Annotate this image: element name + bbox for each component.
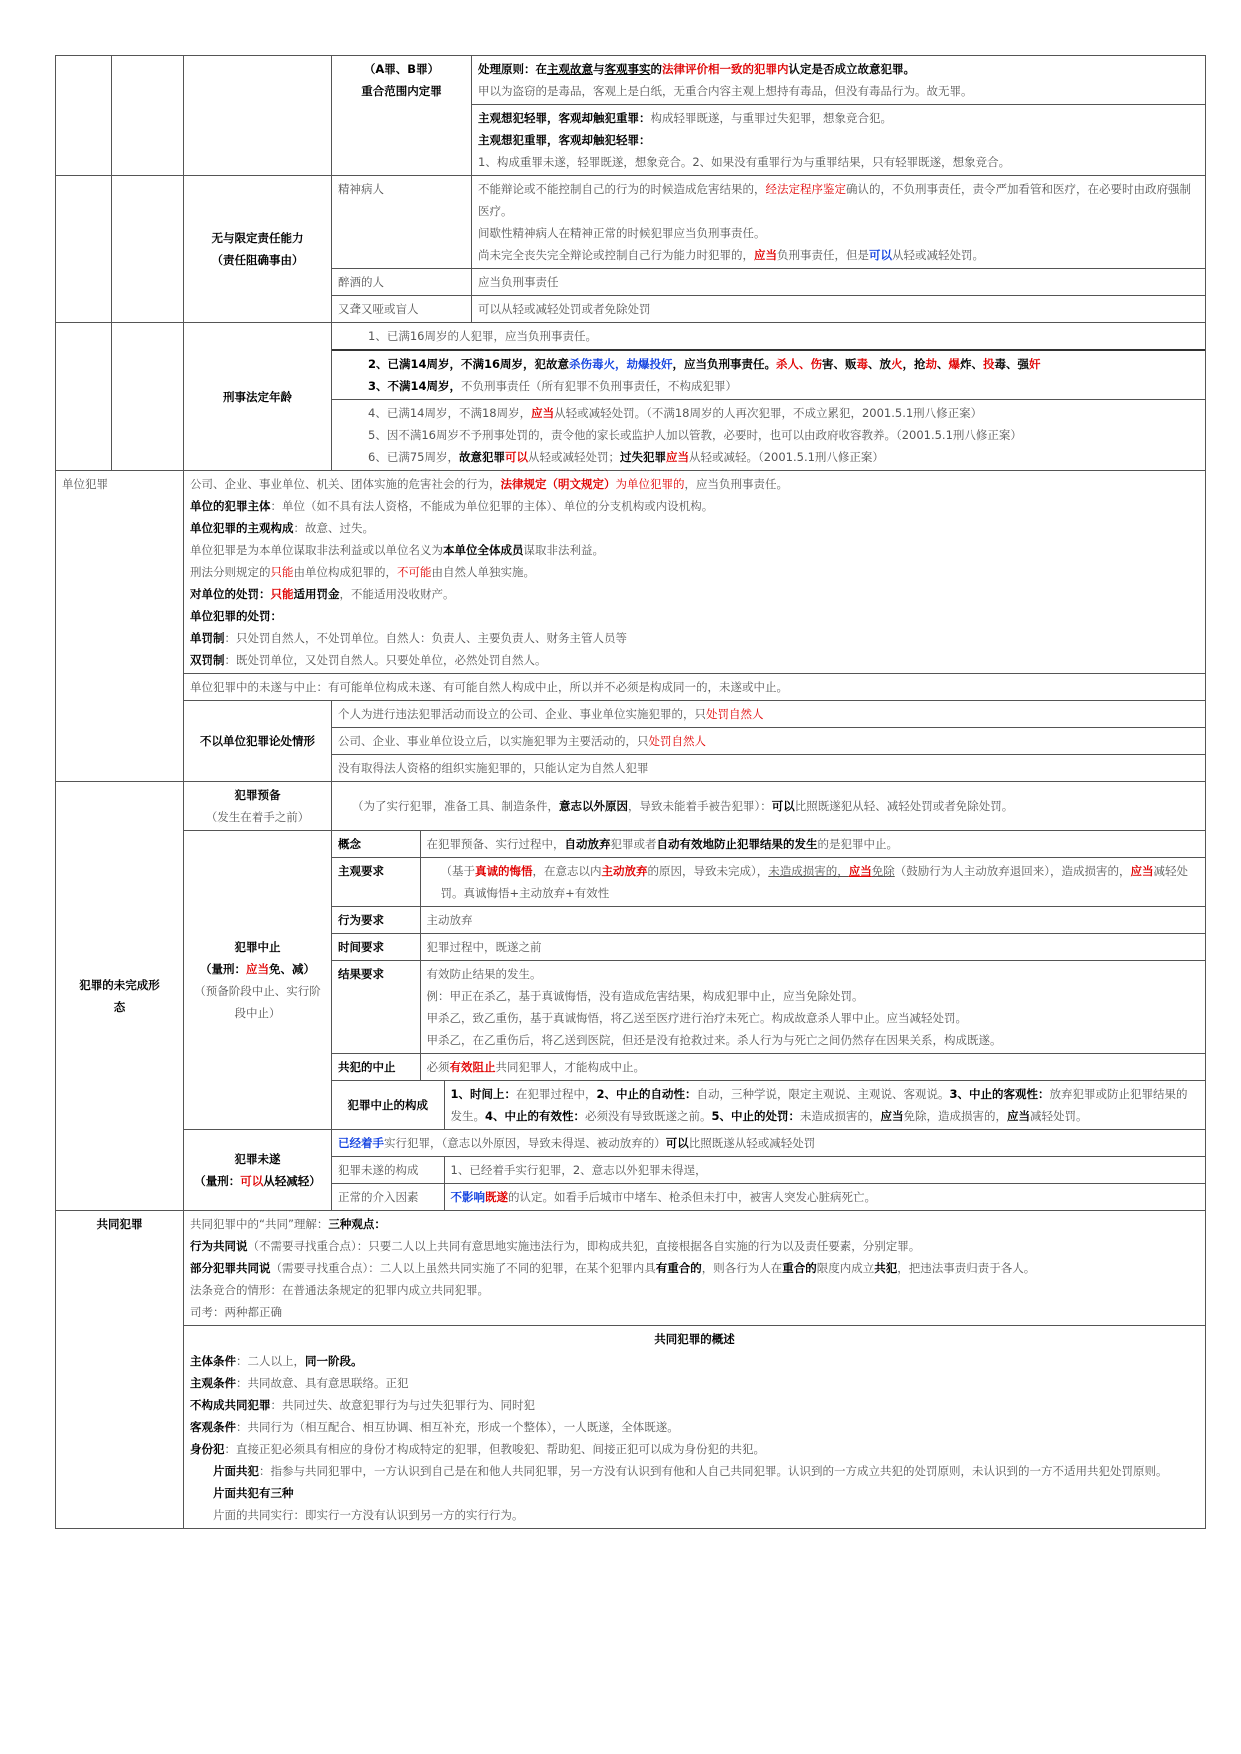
stop-key: 行为要求 xyxy=(332,907,420,934)
overlap-principle-cell xyxy=(472,56,1206,105)
blank-cell xyxy=(56,56,112,176)
capacity-row-text: 应当负刑事责任 xyxy=(472,269,1206,296)
not-unit-row: 个人为进行违法犯罪活动而设立的公司、企业、事业单位实施犯罪的，只处罚自然人 xyxy=(332,701,1205,728)
stop-value: 有效防止结果的发生。 例：甲正在杀乙，基于真诚悔悟，没有造成危害结果，构成犯罪中止，应当免除处罚。 甲杀乙，致乙重伤，基于真诚悔悟，将乙送至医疗进行治疗未死亡。构成故意杀人罪中止。应当减轻处罚。 甲杀乙，在乙重伤后，将乙送到医院，但还是没有抢救过来。杀人行为与死亡之间仍然存在因果关系，构成既遂。 xyxy=(420,961,1205,1054)
age-line-4-6: 4、已满14周岁，不满18周岁，应当从轻或减轻处罚。（不满18周岁的人再次犯罪，不成立累犯，2001.5.1刑八修正案） 5、因不满16周岁不予刑事处罚的，责令他的家长或监护人加以管教，必要时，也可以由政府收容教养。（2001.5.1刑八修正案） 6、已满75周岁，故意犯罪可以从轻或减轻处罚；过失犯罪应当从轻或减轻。（2001.5.1刑八修正案） xyxy=(332,400,1205,471)
attempt-key: 犯罪未遂的构成 xyxy=(332,1157,444,1184)
stop-label: 犯罪中止 （量刑：应当免、减） （预备阶段中止、实行阶 段中止） xyxy=(184,831,332,1130)
stop-key: 概念 xyxy=(332,831,420,858)
joint-overview-title: 共同犯罪的概述 xyxy=(654,1332,735,1346)
not-unit-label: 不以单位犯罪论处情形 xyxy=(184,701,332,782)
notes-table xyxy=(55,55,1206,1529)
overlap-label: （A罪、B罪） 重合范围内定罪 xyxy=(332,56,472,176)
capacity-label: 无与限定责任能力 （责任阻确事由） xyxy=(184,176,332,323)
stop-key: 时间要求 xyxy=(332,934,420,961)
unit-body: 公司、企业、事业单位、机关、团体实施的危害社会的行为，法律规定（明文规定）为单位犯罪的，应当负刑事责任。 单位的犯罪主体：单位（如不具有法人资格，不能成为单位犯罪的主体）、单位的分支机构或内设机构。 单位犯罪的主观构成：故意、过失。 单位犯罪是为本单位谋取非法利益或以单位名义为本单位全体成员谋取非法利益。 刑法分则规定的只能由单位构成犯罪的，不可能由自然人单独实施。 对单位的处罚：只能适用罚金，不能适用没收财产。 单位犯罪的处罚： 单罚制：只处罚自然人，不处罚单位。自然人：负责人、主要负责人、财务主管人员等 双罚制：既处罚单位，又处罚自然人。只要处单位，必然处罚自然人。 xyxy=(184,471,1206,674)
capacity-row-name: 又聋又哑或盲人 xyxy=(332,296,472,323)
light-heavy-b-text: 1、构成重罪未遂，轻罪既遂，想象竞合。2、如果没有重罪行为与重罪结果，只有轻罪既遂，想象竞合。 xyxy=(478,155,1011,169)
blank-cell xyxy=(112,56,184,176)
blank-cell xyxy=(112,176,184,323)
stop-compose-cell xyxy=(332,1081,1205,1130)
prep-text: （为了实行犯罪，准备工具、制造条件，意志以外原因，导致未能着手被告犯罪）：可以比照既遂犯从轻、减轻处罚或者免除处罚。 xyxy=(332,782,1206,831)
light-heavy-cell xyxy=(472,105,1206,176)
blank-cell xyxy=(112,323,184,471)
attempt-key: 正常的介入因素 xyxy=(332,1184,444,1211)
stop-value: （基于真诚的悔悟，在意志以内主动放弃的原因，导致未完成），未造成损害的，应当免除（鼓励行为人主动放弃退回来），造成损害的，应当减轻处罚。真诚悔悟+主动放弃+有效性 xyxy=(420,858,1205,907)
unit-attempt: 单位犯罪中的未遂与中止：有可能单位构成未遂、有可能自然人构成中止，所以并不必须是构成同一的，未遂或中止。 xyxy=(184,674,1206,701)
attempt-text: 已经着手实行犯罪，（意志以外原因，导致未得逞、被动放弃的）可以比照既遂从轻或减轻处罚 xyxy=(332,1130,1205,1157)
stop-compose-value: 1、时间上：在犯罪过程中，2、中止的自动性：自动，三种学说，限定主观说、主观说、客观说。3、中止的客观性：放弃犯罪或防止犯罪结果的发生。4、中止的有效性：必须没有导致既遂之前。5、中止的处罚：未造成损害的，应当免除，造成损害的，应当减轻处罚。 xyxy=(444,1081,1205,1129)
attempt-label: 犯罪未遂 （量刑：可以从轻减轻） xyxy=(184,1130,332,1211)
stop-key: 结果要求 xyxy=(332,961,420,1054)
stop-key: 主观要求 xyxy=(332,858,420,907)
capacity-row-name: 醉酒的人 xyxy=(332,269,472,296)
joint-views: 共同犯罪中的“共同”理解：三种观点： 行为共同说（不需要寻找重合点）：只要二人以上共同有意思地实施违法行为，即构成共犯，直接根据各自实施的行为以及责任要素，分别定罪。 部分犯罪共同说（需要寻找重合点）：二人以上虽然共同实施了不同的犯罪，在某个犯罪内具有重合的，则各行为人在重合的限度内成立共犯，把违法事责归责于各人。 法条竞合的情形：在普通法条规定的犯罪内成立共同犯罪。 司考：两种都正确 xyxy=(184,1211,1206,1326)
overlap-principle: 处理原则：在主观故意与客观事实的法律评价相一致的犯罪内认定是否成立故意犯罪。 xyxy=(478,62,915,76)
stop-value: 在犯罪预备、实行过程中，自动放弃犯罪或者自动有效地防止犯罪结果的发生的是犯罪中止。 xyxy=(420,831,1205,858)
stop-value: 犯罪过程中，既遂之前 xyxy=(420,934,1205,961)
stop-cell xyxy=(332,831,1206,1130)
stop-value: 主动放弃 xyxy=(420,907,1205,934)
attempt-cell xyxy=(332,1130,1206,1211)
overlap-example: 甲以为盗窃的是毒品，客观上是白纸，无重合内容主观上想持有毒品，但没有毒品行为。故无罪。 xyxy=(478,84,973,98)
not-unit-row: 没有取得法人资格的组织实施犯罪的，只能认定为自然人犯罪 xyxy=(332,755,1205,782)
stop-compose-key: 犯罪中止的构成 xyxy=(332,1081,444,1129)
light-heavy-a: 主观想犯轻罪，客观却触犯重罪：构成轻罪既遂，与重罪过失犯罪，想象竞合犯。 xyxy=(478,111,892,125)
attempt-value: 1、已经着手实行犯罪，2、意志以外犯罪未得逞， xyxy=(444,1157,1205,1184)
stop-value: 必须有效阻止共同犯罪人，才能构成中止。 xyxy=(420,1054,1205,1081)
incomplete-label: 犯罪的未完成形 态 xyxy=(56,782,184,1211)
not-unit-row: 公司、企业、事业单位设立后，以实施犯罪为主要活动的，只处罚自然人 xyxy=(332,728,1205,755)
joint-label: 共同犯罪 xyxy=(56,1211,184,1529)
light-heavy-b-title: 主观想犯重罪，客观却触犯轻罪： xyxy=(478,133,651,147)
joint-overview: 共同犯罪的概述 主体条件：二人以上，同一阶段。 主观条件：共同故意、具有意思联络。正犯 不构成共同犯罪：共同过失、故意犯罪行为与过失犯罪行为、同时犯 客观条件：共同行为（相互配合、相互协调、相互补充，形成一个整体），一人既遂，全体既遂。 身份犯：直接正犯必须具有相应的身份才构成特定的犯罪，但教唆犯、帮助犯、间接正犯可以成为身份犯的共犯。 片面共犯：指参与共同犯罪中，一方认识到自己是在和他人共同犯罪，另一方没有认识到有他和人自己共同犯罪。认识到的一方成立共犯的处罚原则，未认识到的一方不适用共犯处罚原则。 片面共犯有三种 片面的共同实行：即实行一方没有认识到另一方的实行行为。 xyxy=(184,1326,1206,1529)
capacity-row-name: 精神病人 xyxy=(332,176,472,269)
blank-cell xyxy=(56,176,112,323)
not-unit-cell xyxy=(332,701,1206,782)
age-line-2-3: 2、已满14周岁，不满16周岁，犯故意杀伤毒火，劫爆投奸，应当负刑事责任。杀人、伤害、贩毒、放火，抢劫、爆炸、投毒、强奸 3、不满14周岁，不负刑事责任（所有犯罪不负刑事责任，不构成犯罪） xyxy=(332,350,1205,400)
attempt-value: 不影响既遂的认定。如看手后城市中堵车、枪杀但未打中，被害人突发心脏病死亡。 xyxy=(444,1184,1205,1211)
notes-sheet xyxy=(55,55,1206,1529)
capacity-row-text: 可以从轻或减轻处罚或者免除处罚 xyxy=(472,296,1206,323)
prep-label: 犯罪预备 （发生在着手之前） xyxy=(184,782,332,831)
stop-key: 共犯的中止 xyxy=(332,1054,420,1081)
age-label: 刑事法定年龄 xyxy=(184,323,332,471)
unit-label: 单位犯罪 xyxy=(56,471,184,782)
blank-cell xyxy=(184,56,332,176)
age-cell xyxy=(332,323,1206,471)
blank-cell xyxy=(56,323,112,471)
age-line-1: 1、已满16周岁的人犯罪，应当负刑事责任。 xyxy=(332,323,1205,350)
capacity-row-text: 不能辩论或不能控制自己的行为的时候造成危害结果的，经法定程序鉴定确认的，不负刑事责任，责令严加看管和医疗，在必要时由政府强制医疗。 间歇性精神病人在精神正常的时候犯罪应当负刑事责任。 尚未完全丧失完全辩论或控制自己行为能力时犯罪的，应当负刑事责任，但是可以从轻或减轻处罚。 xyxy=(472,176,1206,269)
